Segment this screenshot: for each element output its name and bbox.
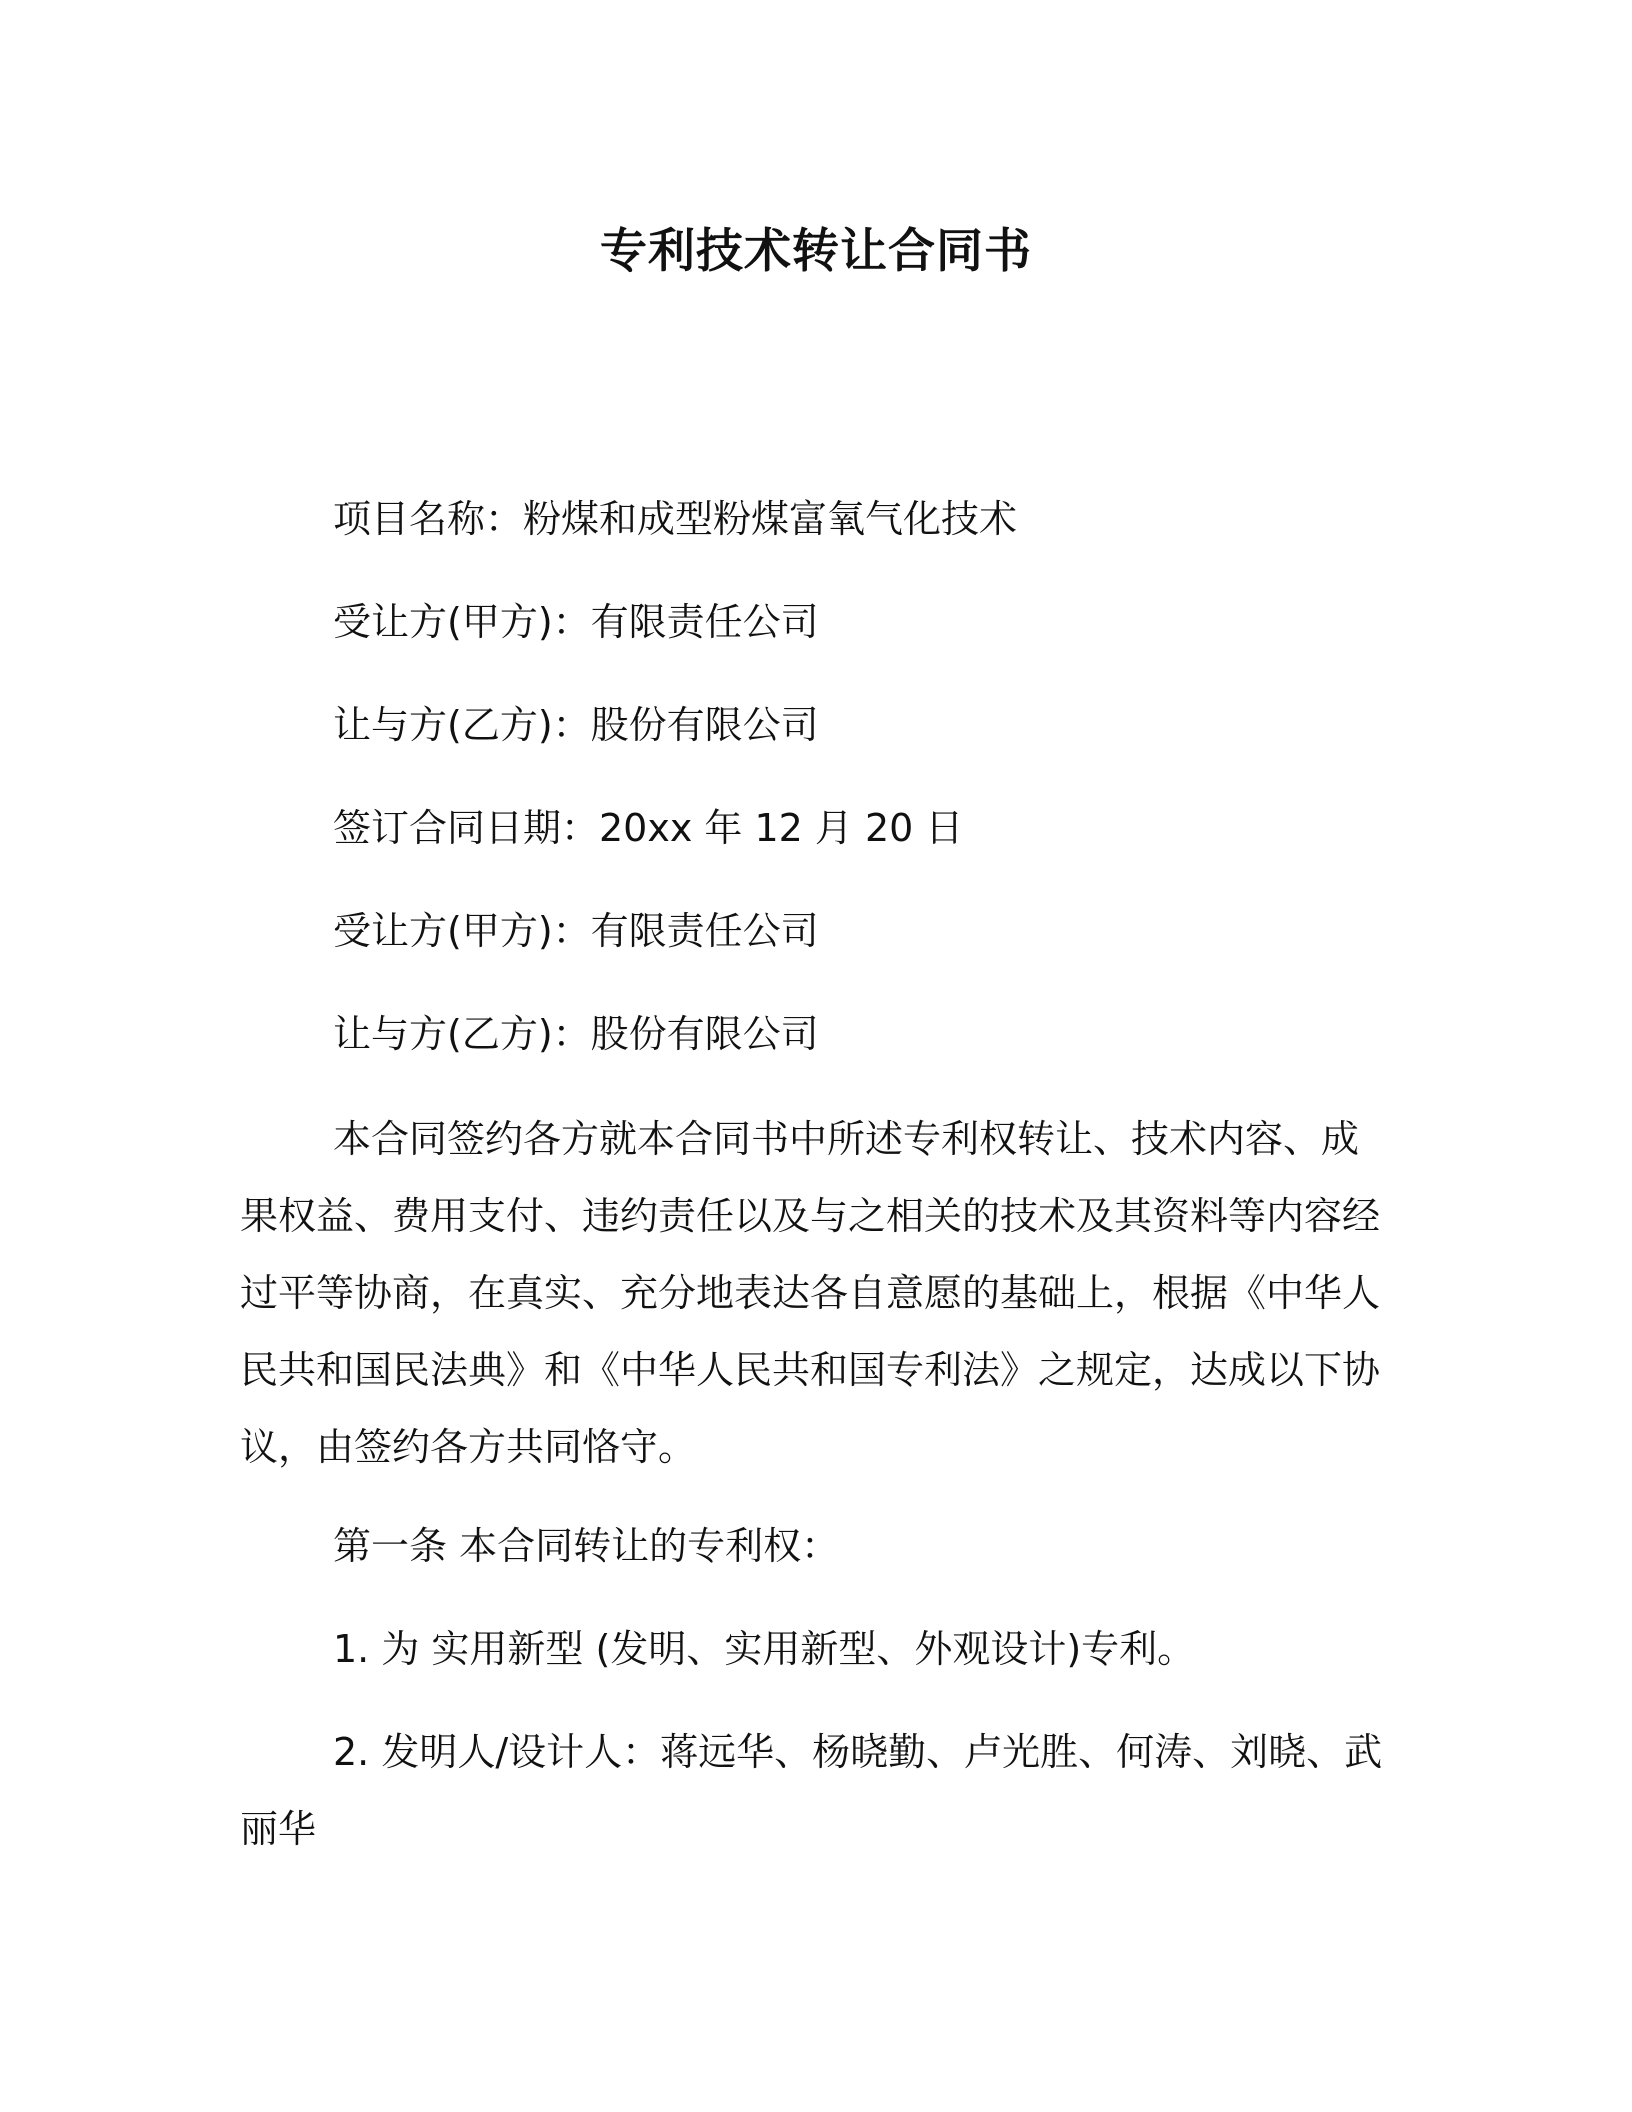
document-title: 专利技术转让合同书: [600, 224, 1032, 279]
article-1-item-1: 1. 为 实用新型 (发明、实用新型、外观设计)专利。: [333, 1627, 1196, 1671]
transferor-field-repeat: 让与方(乙方)：股份有限公司: [333, 1012, 819, 1056]
transferor-field: 让与方(乙方)：股份有限公司: [333, 703, 819, 747]
project-name-field: 项目名称：粉煤和成型粉煤富氧气化技术: [333, 497, 1018, 541]
signing-date-field: 签订合同日期：20xx 年 12 月 20 日: [333, 806, 964, 850]
intro-paragraph: 本合同签约各方就本合同书中所述专利权转让、技术内容、成果权益、费用支付、违约责任以及与之相关的技术及其资料等内容经过平等协商，在真实、充分地表达各自意愿的基础上，根据《中华人民共和国民法典》和《中华人民共和国专利法》之规定，达成以下协议，由签约各方共同恪守。: [240, 1117, 1381, 1469]
transferee-field: 受让方(甲方)：有限责任公司: [333, 600, 819, 644]
transferee-field-repeat: 受让方(甲方)：有限责任公司: [333, 909, 819, 953]
article-1-item-2: 2. 发明人/设计人：蒋远华、杨晓勤、卢光胜、何涛、刘晓、武丽华: [240, 1730, 1383, 1851]
article-1-heading: 第一条 本合同转让的专利权：: [333, 1524, 840, 1568]
